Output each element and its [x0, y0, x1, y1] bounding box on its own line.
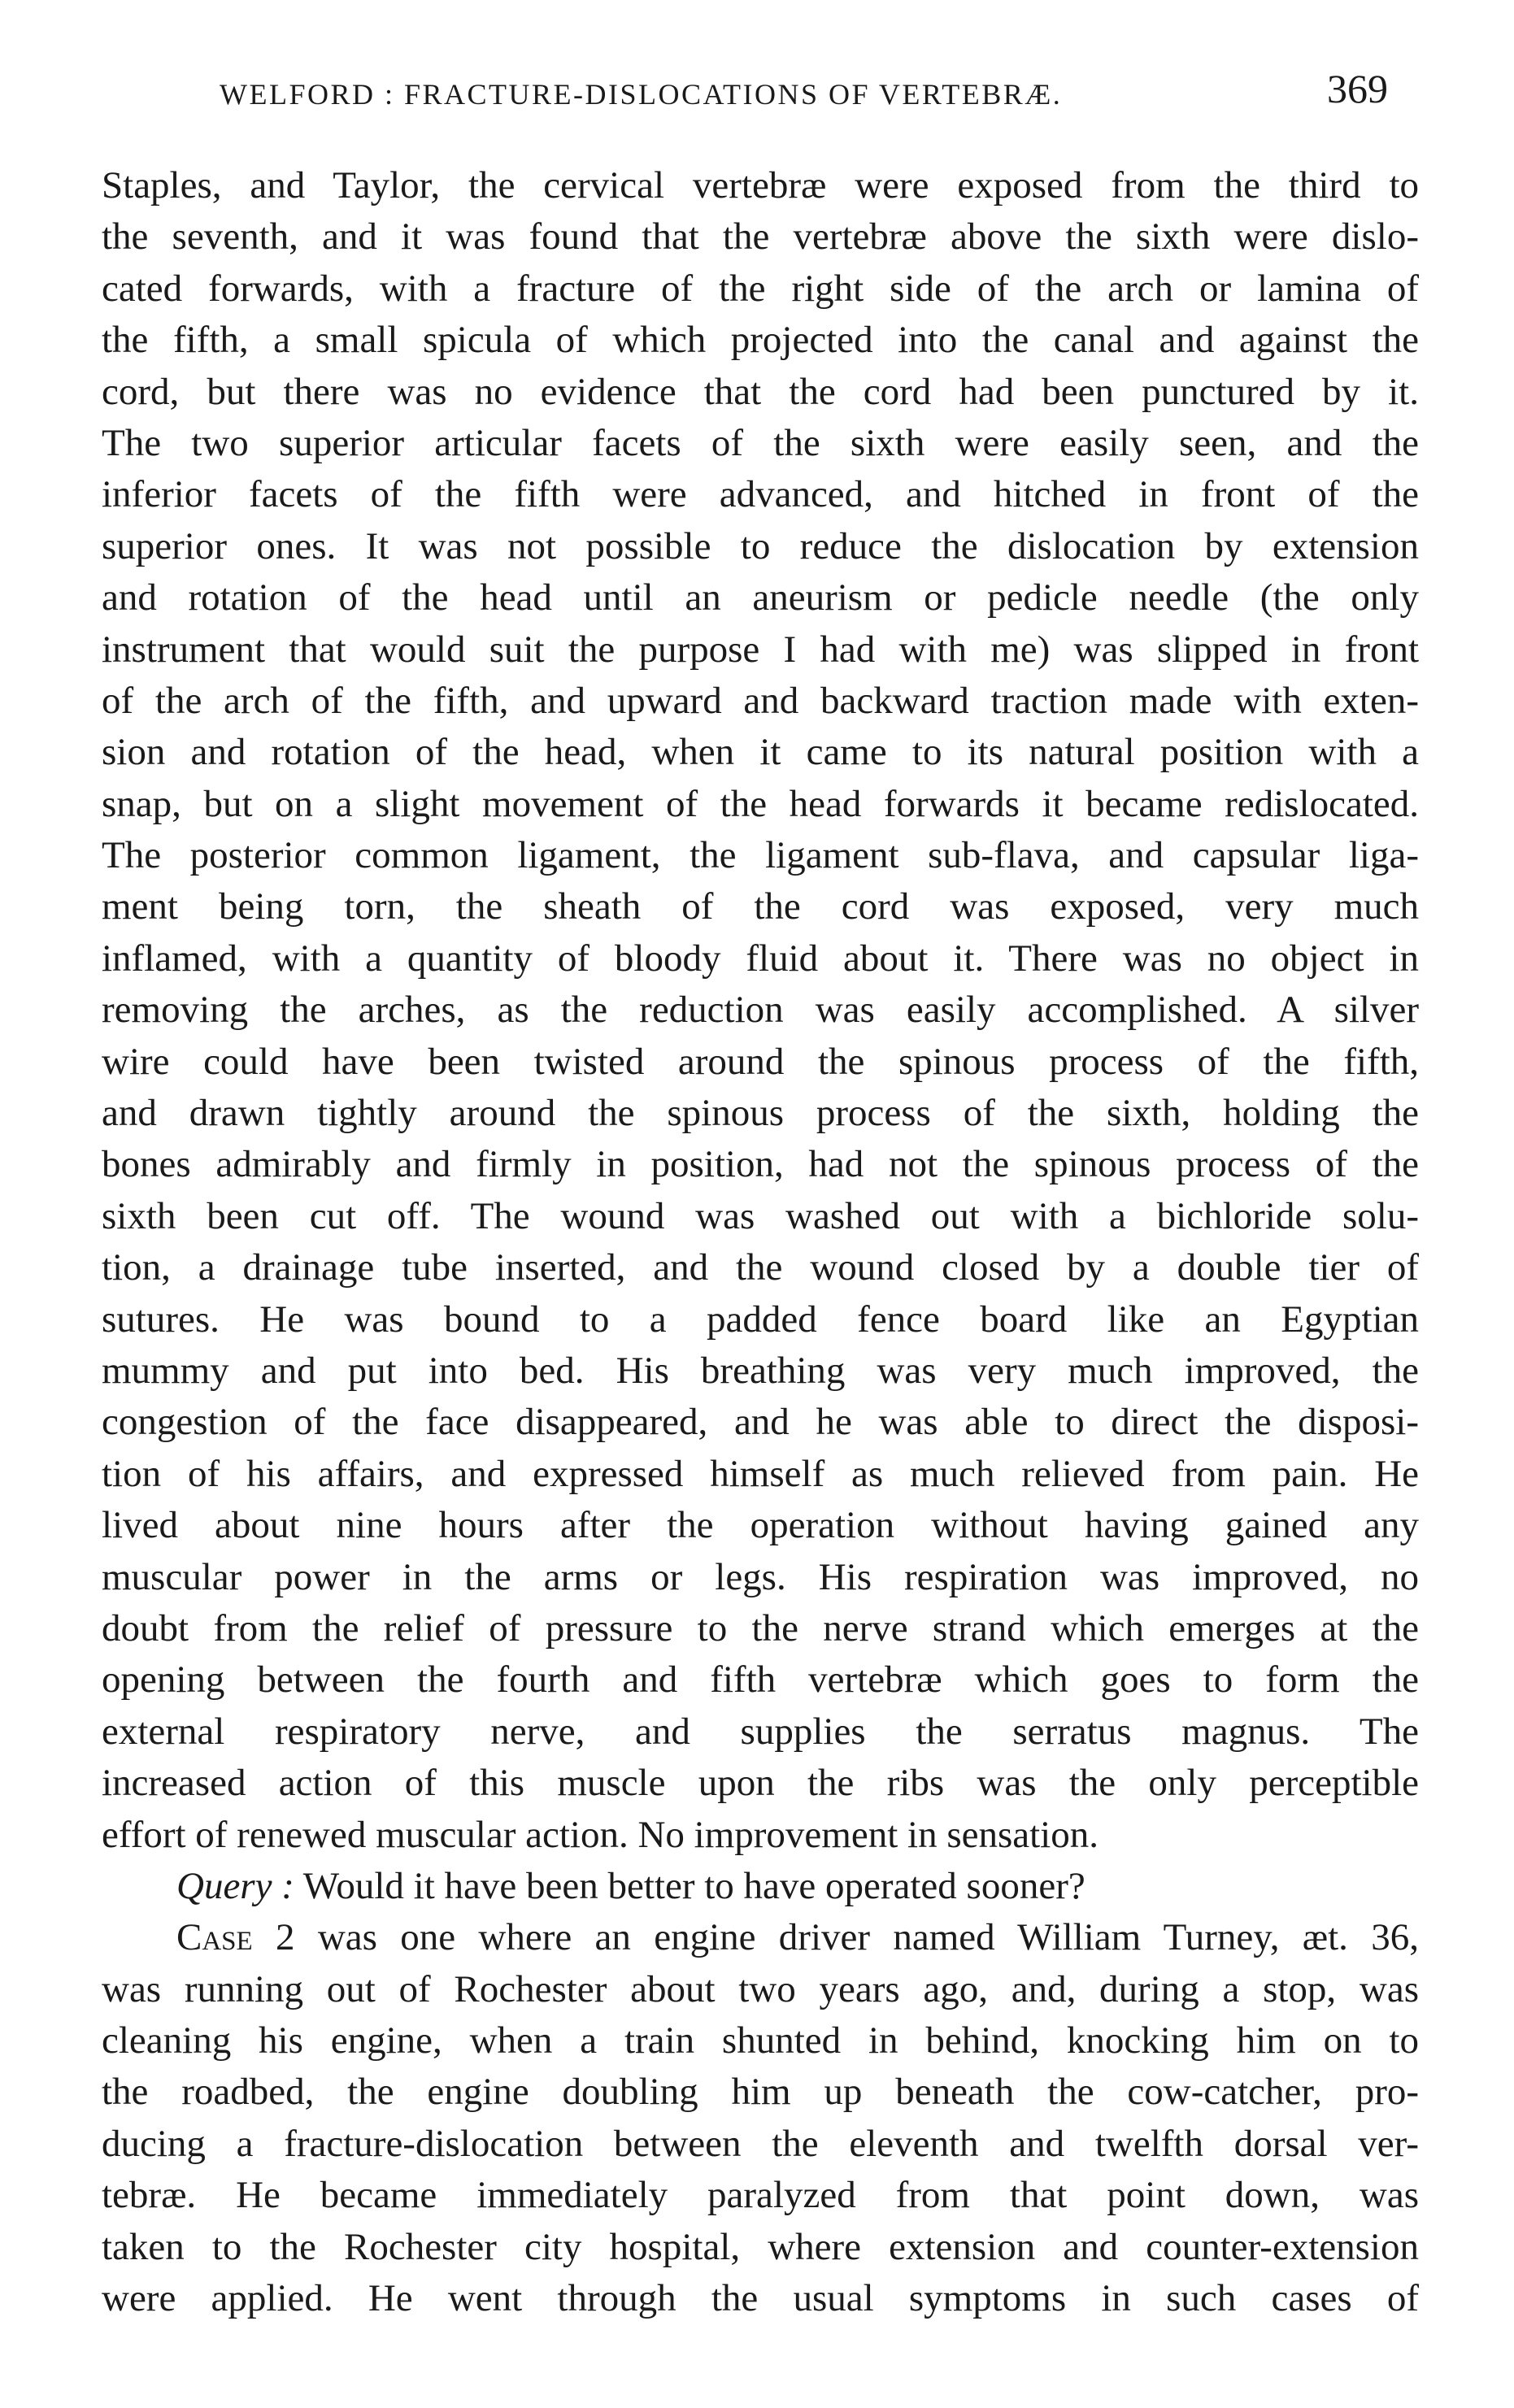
- text-line: muscular power in the arms or legs. His respiration was improved, no: [102, 1555, 1419, 1598]
- text-line: the seventh, and it was found that the vertebræ above the sixth were dislo-: [102, 215, 1419, 259]
- text-line: Staples, and Taylor, the cervical vertebræ were exposed from the third to: [102, 164, 1419, 206]
- text-line: opening between the fourth and fifth vertebræ which goes to form the: [102, 1658, 1419, 1702]
- text-line: The posterior common ligament, the ligament sub-flava, and capsular liga-: [102, 834, 1419, 877]
- text-line: bones admirably and firmly in position, had not the spinous process of the: [102, 1143, 1419, 1186]
- text-line: effort of renewed muscular action. No improvement in sensation.: [102, 1813, 1099, 1856]
- text-line: tebræ. He became immediately paralyzed from that point down, was: [102, 2174, 1419, 2217]
- query-paragraph: [102, 1861, 1419, 1912]
- text-line: wire could have been twisted around the spinous process of the fifth,: [102, 1040, 1419, 1083]
- text-line: increased action of this muscle upon the ribs was the only perceptible: [102, 1762, 1419, 1805]
- text-line: the fifth, a small spicula of which projected into the canal and against the: [102, 319, 1419, 362]
- query-label: Query :: [176, 1864, 294, 1907]
- text-line: superior ones. It was not possible to reduce the dislocation by extension: [102, 524, 1419, 567]
- text-line: ducing a fracture-dislocation between the eleventh and twelfth dorsal ver-: [102, 2122, 1419, 2165]
- text-line: was running out of Rochester about two years ago, and, during a stop, was: [102, 1967, 1419, 2010]
- text-line: snap, but on a slight movement of the head forwards it became redislocated.: [102, 782, 1419, 825]
- text-line: of the arch of the fifth, and upward and backward traction made with exten-: [102, 679, 1419, 722]
- text-line: mummy and put into bed. His breathing was very much improved, the: [102, 1349, 1419, 1392]
- case-first-line-text: was one where an engine driver named William Turney, æt. 36,: [294, 1916, 1419, 1959]
- text-line: tion, a drainage tube inserted, and the wound closed by a double tier of: [102, 1246, 1419, 1289]
- text-line: doubt from the relief of pressure to the nerve strand which emerges at the: [102, 1606, 1419, 1650]
- case-label: Case 2: [176, 1916, 295, 1959]
- text-line: the roadbed, the engine doubling him up beneath the cow-catcher, pro-: [102, 2071, 1419, 2114]
- text-line: cated forwards, with a fracture of the right side of the arch or lamina of: [102, 267, 1419, 310]
- text-line: ment being torn, the sheath of the cord was exposed, very much: [102, 885, 1419, 928]
- text-line: cord, but there was no evidence that the cord had been punctured by it.: [102, 370, 1419, 413]
- text-line: congestion of the face disappeared, and he was able to direct the disposi-: [102, 1401, 1419, 1444]
- text-line: The two superior articular facets of the sixth were easily seen, and the: [102, 421, 1419, 464]
- body-text: [102, 160, 1419, 2324]
- text-line: cleaning his engine, when a train shunted in behind, knocking him on to: [102, 2019, 1419, 2062]
- text-line: inflamed, with a quantity of bloody fluid about it. There was no object in: [102, 937, 1419, 980]
- case-2-first-line: [102, 1912, 1419, 1963]
- text-line: inferior facets of the fifth were advanced, and hitched in front of the: [102, 473, 1419, 516]
- query-text: Would it have been better to have operated sooner?: [294, 1864, 1085, 1907]
- text-line: and rotation of the head until an aneurism or pedicle needle (the only: [102, 576, 1419, 619]
- text-line: sutures. He was bound to a padded fence board like an Egyptian: [102, 1297, 1419, 1341]
- text-line: instrument that would suit the purpose I had with me) was slipped in front: [102, 628, 1419, 671]
- text-line: removing the arches, as the reduction was easily accomplished. A silver: [102, 989, 1419, 1032]
- text-line: sion and rotation of the head, when it came to its natural position with a: [102, 731, 1419, 774]
- text-line: lived about nine hours after the operation without having gained any: [102, 1504, 1419, 1547]
- text-line: tion of his affairs, and expressed himself as much relieved from pain. He: [102, 1452, 1419, 1495]
- text-line: external respiratory nerve, and supplies the serratus magnus. The: [102, 1710, 1419, 1753]
- text-line: were applied. He went through the usual symptoms in such cases of: [102, 2277, 1419, 2320]
- text-line: sixth been cut off. The wound was washed out with a bichloride solu-: [102, 1194, 1419, 1237]
- text-line: and drawn tightly around the spinous process of the sixth, holding the: [102, 1092, 1419, 1135]
- page-number: 369: [1327, 66, 1388, 111]
- text-line: taken to the Rochester city hospital, where extension and counter-extension: [102, 2225, 1419, 2268]
- running-title: WELFORD : FRACTURE-DISLOCATIONS OF VERTEBRÆ.: [220, 78, 1063, 111]
